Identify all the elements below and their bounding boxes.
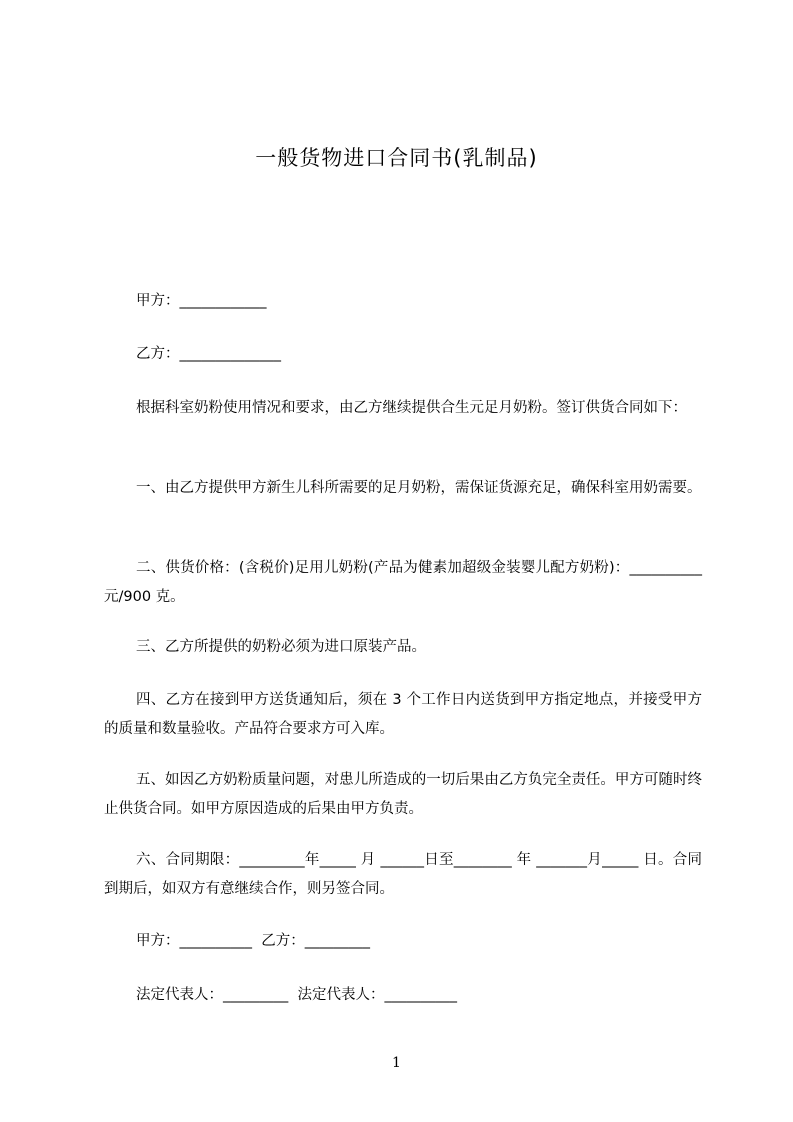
document-title: 一般货物进口合同书(乳制品) — [255, 146, 538, 170]
clause-4: 四、乙方在接到甲方送货通知后，须在 3 个工作日内送货到甲方指定地点，并接受甲方的质量和数量验收。产品符合要求方可入库。 — [104, 692, 702, 737]
signature-reps-line: 法定代表人：_________ 法定代表人：__________ — [136, 987, 457, 1003]
clause-1: 一、由乙方提供甲方新生儿科所需要的足月奶粉，需保证货源充足，确保科室用奶需要。 — [136, 480, 702, 496]
signature-parties-line: 甲方：__________ 乙方：_________ — [136, 933, 370, 949]
preamble-paragraph: 根据科室奶粉使用情况和要求，由乙方继续提供合生元足月奶粉。签订供货合同如下： — [136, 400, 687, 416]
clause-6: 六、合同期限：_________年_____ 月 ______日至________ 年 _______月_____ 日。合同到期后，如双方有意继续合作，则另签合同。 — [104, 852, 702, 897]
party-b-line: 乙方：______________ — [136, 346, 281, 362]
clause-3: 三、乙方所提供的奶粉必须为进口原装产品。 — [136, 639, 426, 655]
page-number: 1 — [392, 1055, 401, 1071]
clause-2: 二、供货价格：(含税价)足用儿奶粉(产品为健素加超级金装婴儿配方奶粉)：__________ 元/900 克。 — [104, 560, 702, 605]
clause-5: 五、如因乙方奶粉质量问题，对患儿所造成的一切后果由乙方负完全责任。甲方可随时终止供货合同。如甲方原因造成的后果由甲方负责。 — [104, 772, 702, 817]
party-a-line: 甲方：____________ — [136, 293, 267, 309]
